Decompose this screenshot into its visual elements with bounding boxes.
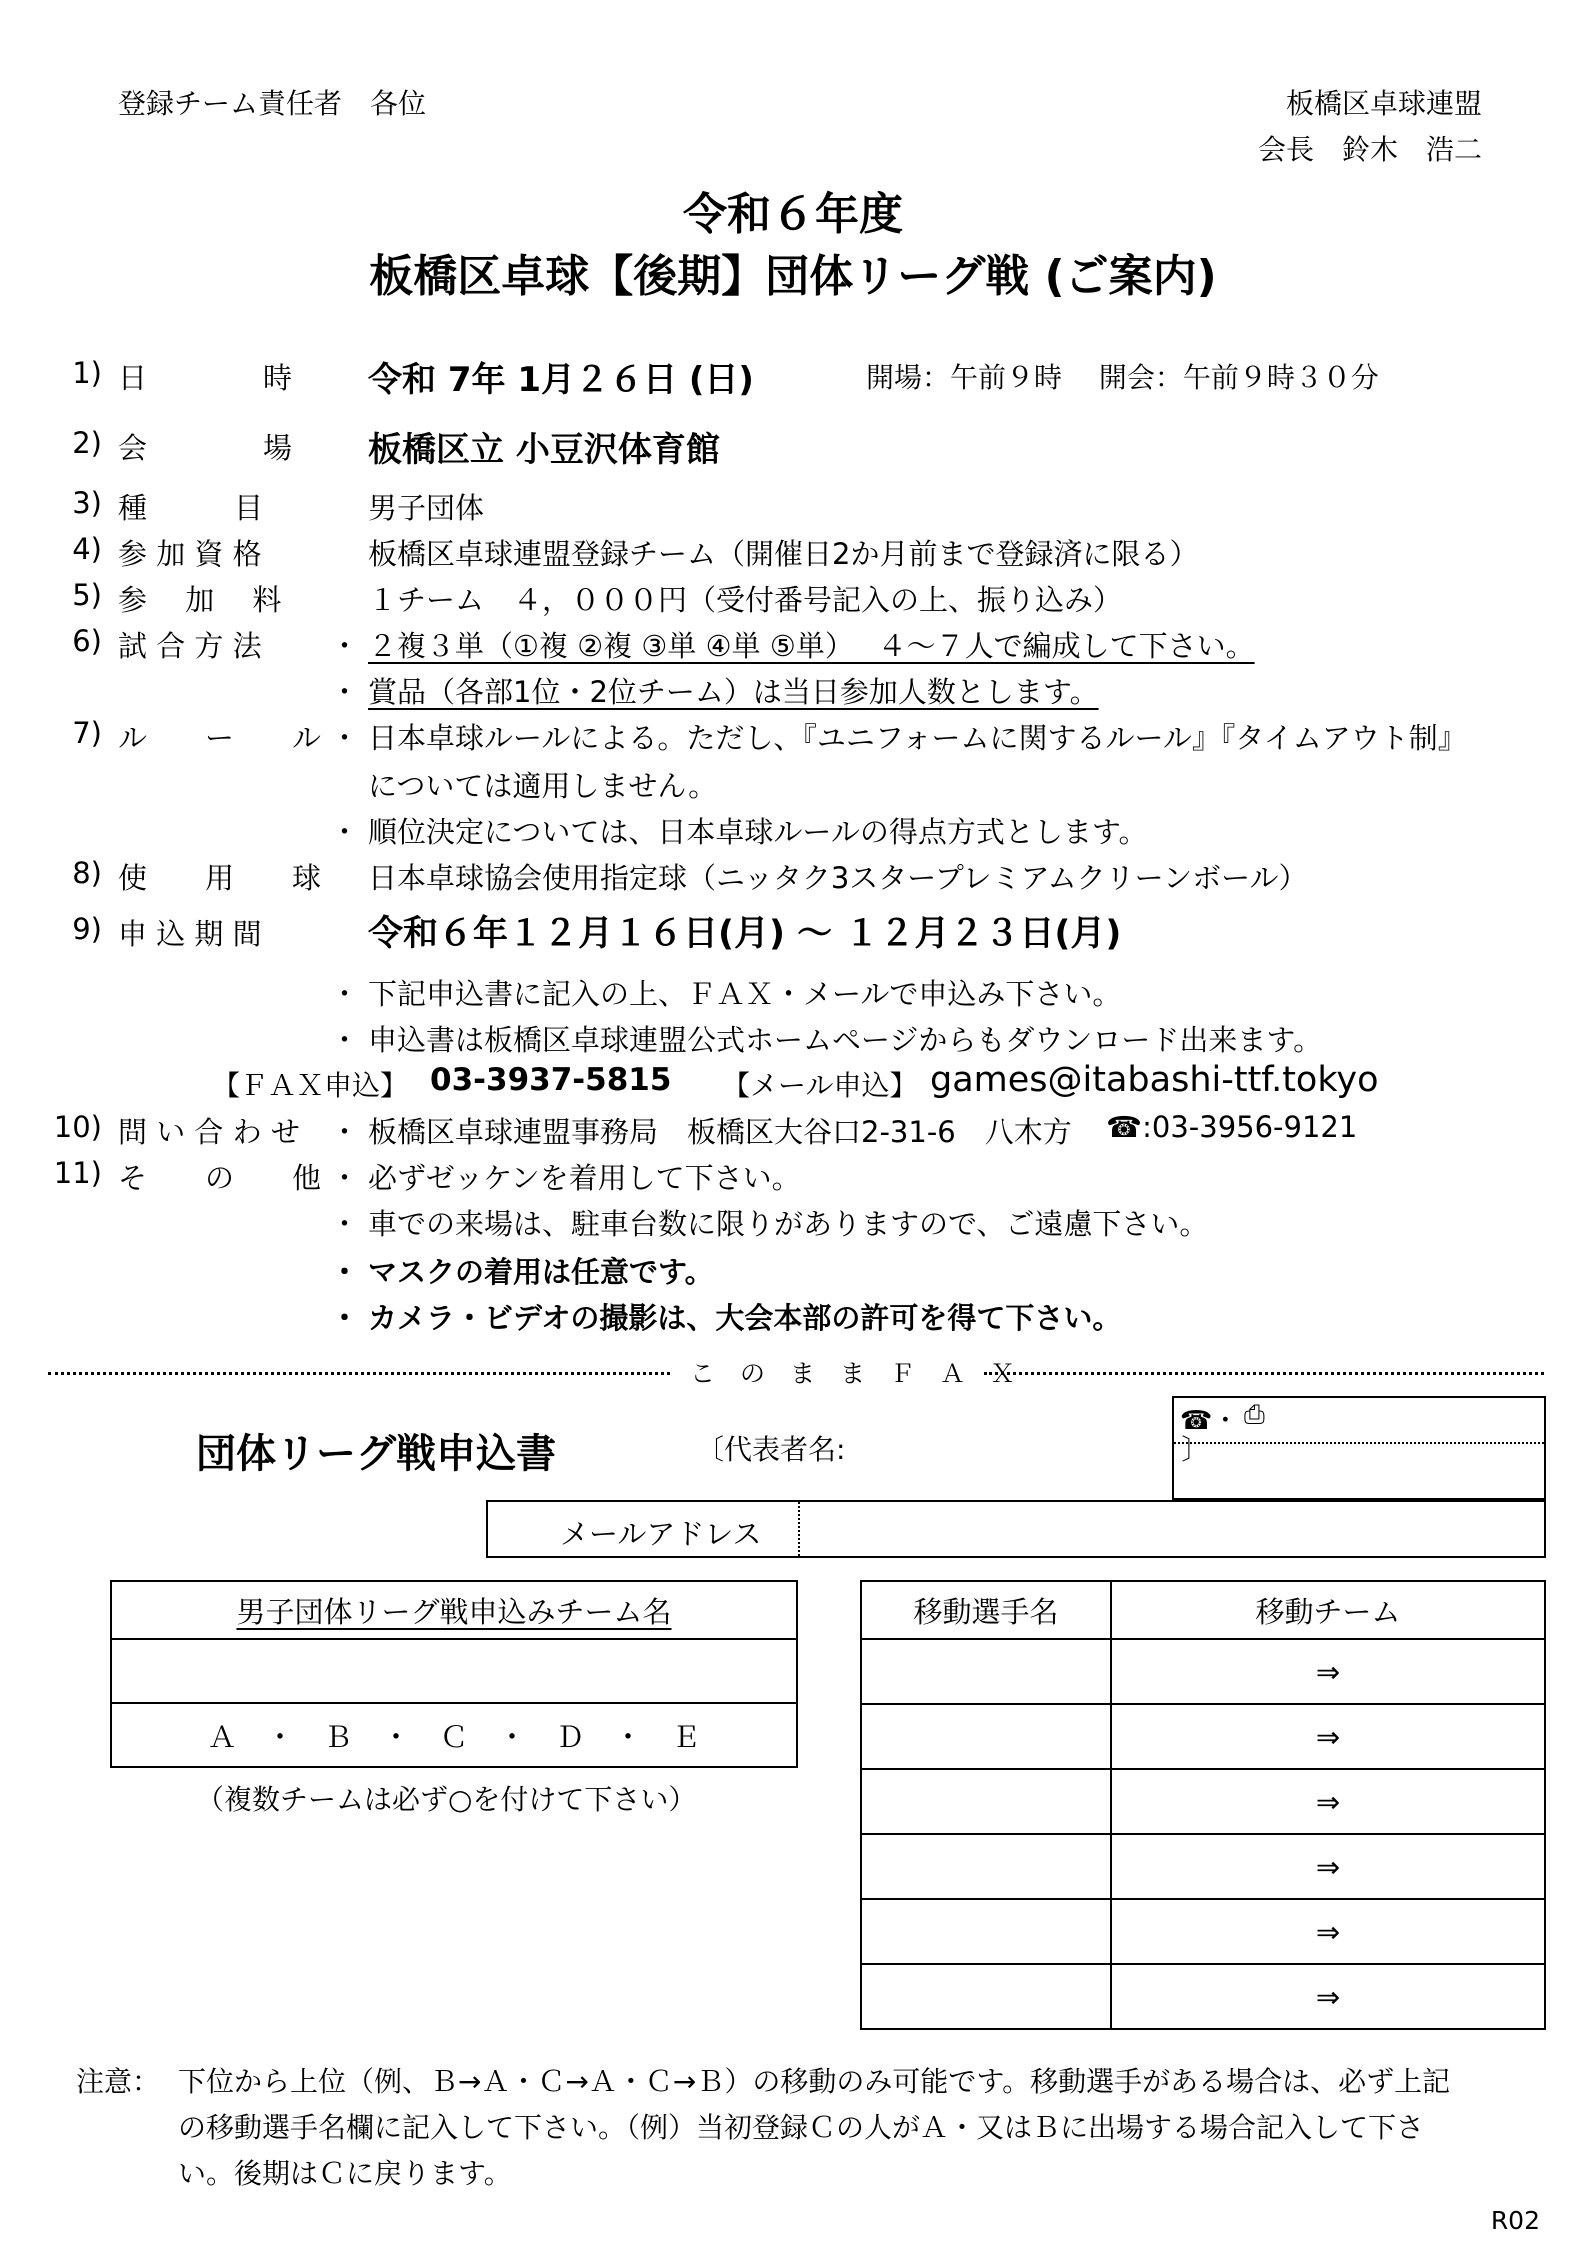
period-line1: 下記申込書に記入の上、ＦＡＸ・メールで申込み下さい。 (368, 977, 1122, 1011)
item-label: 使 用 球 (118, 861, 322, 895)
email-divider (798, 1502, 800, 1556)
divider-left (48, 1372, 670, 1375)
fee-value: １チーム ４，０００円（受付番号記入の上、振り込み） (368, 583, 1123, 617)
rules-line3: 順位決定については、日本卓球ルールの得点方式とします。 (368, 815, 1148, 849)
rules-line2: については適用しません。 (368, 769, 718, 803)
item-label: 参 加 料 (118, 583, 282, 617)
arrow-icon: ⇒ (1315, 1784, 1341, 1819)
item-label: 会 場 (118, 431, 293, 465)
table-row (861, 1899, 1545, 1964)
table-row (861, 1964, 1545, 2029)
move-team-cell[interactable] (1111, 1769, 1545, 1834)
item-number: 8) (72, 856, 102, 890)
item-number: 11) (53, 1156, 102, 1190)
period-value: 令和６年１２月１６日(月) ～ １２月２３日(月) (368, 914, 1122, 954)
addressee: 登録チーム責任者 各位 (118, 87, 427, 120)
item-label: 申 込 期 間 (118, 917, 262, 951)
team-table-header: 男子団体リーグ戦申込みチーム名 (111, 1581, 797, 1639)
arrow-icon: ⇒ (1315, 1914, 1341, 1949)
item-inquiry (0, 1110, 1586, 1156)
item-period (0, 912, 1586, 958)
title-year: 令和６年度 (683, 189, 903, 240)
rules-line1: 日本卓球ルールによる。ただし、『ユニフォームに関するルール』『タイムアウト制』 (368, 721, 1467, 755)
item-ball (0, 856, 1586, 902)
team-table (110, 1580, 798, 1768)
fax-number: 03-3937-5815 (430, 1062, 672, 1098)
item-number: 6) (72, 624, 102, 658)
item-period-2 (0, 972, 1586, 1018)
form-title: 団体リーグ戦申込書 (196, 1431, 556, 1477)
email-field[interactable] (486, 1500, 1546, 1558)
grade-selector[interactable]: Ａ ・ Ｂ ・ Ｃ ・ Ｄ ・ Ｅ (111, 1703, 797, 1767)
other-line3: マスクの着用は任意です。 (368, 1255, 714, 1289)
notes-line3: い。後期はＣに戻ります。 (178, 2157, 512, 2190)
item-rules-2 (0, 764, 1586, 810)
item-event (0, 486, 1586, 532)
item-label: 試 合 方 法 (118, 629, 262, 663)
notes-line1: 下位から上位（例、Ｂ→Ａ・Ｃ→Ａ・Ｃ→Ｂ）の移動のみ可能です。移動選手がある場合は、必ず上記 (178, 2065, 1451, 2098)
form-code: R02 (1490, 2206, 1540, 2235)
date-value: 令和 7年 1月２６日 (日) (368, 360, 754, 400)
item-number: 1) (72, 356, 102, 390)
item-other (0, 1156, 1586, 1202)
page-title: 板橋区卓球【後期】団体リーグ戦 (ご案内) (369, 251, 1217, 302)
phone-box-divider (1174, 1442, 1544, 1444)
bullet: ・ (330, 1255, 360, 1289)
move-player-cell[interactable] (861, 1639, 1111, 1704)
bullet: ・ (330, 815, 360, 849)
item-format-2 (0, 670, 1586, 716)
other-line4: カメラ・ビデオの撮影は、大会本部の許可を得て下さい。 (368, 1301, 1122, 1335)
date-times: 開場：午前９時 開会：午前９時３０分 (866, 361, 1379, 394)
arrow-icon: ⇒ (1315, 1719, 1341, 1754)
item-other-3 (0, 1250, 1586, 1296)
bullet: ・ (330, 1161, 360, 1195)
item-label: 参 加 資 格 (118, 537, 262, 571)
item-rules-3 (0, 810, 1586, 856)
arrow-icon: ⇒ (1315, 1849, 1341, 1884)
venue-value: 板橋区立 小豆沢体育館 (368, 430, 720, 470)
other-line2: 車での来場は、駐車台数に限りがありますので、ご遠慮下さい。 (368, 1207, 1209, 1241)
move-team-cell[interactable] (1111, 1899, 1545, 1964)
fax-icon: ⎙ (1244, 1400, 1265, 1430)
bullet: ・ (330, 1301, 360, 1335)
organization: 板橋区卓球連盟 (1285, 87, 1482, 120)
event-value: 男子団体 (368, 491, 485, 525)
move-player-header: 移動選手名 (861, 1581, 1111, 1639)
representative-field[interactable]: 〔代表者名: 〕 (696, 1433, 1210, 1466)
divider-right (984, 1372, 1544, 1375)
apply-contacts (0, 1062, 1586, 1108)
table-row (861, 1639, 1545, 1704)
phone-box[interactable] (1172, 1396, 1546, 1500)
item-date (0, 356, 1586, 402)
president: 会長 鈴木 浩二 (1257, 133, 1482, 166)
format-line1: ２複３単（①複 ②複 ③単 ④単 ⑤単） ４～７人で編成して下さい。 (368, 629, 1255, 663)
move-team-header: 移動チーム (1111, 1581, 1545, 1639)
bullet: ・ (330, 977, 360, 1011)
item-number: 3) (72, 486, 102, 520)
notes-label: 注意： (76, 2065, 161, 2098)
move-player-cell[interactable] (861, 1834, 1111, 1899)
bullet: ・ (330, 1115, 360, 1149)
item-number: 4) (72, 532, 102, 566)
table-row (861, 1769, 1545, 1834)
inquiry-phone: ☎:03-3956-9121 (1106, 1110, 1358, 1144)
item-fee (0, 578, 1586, 624)
bullet: ・ (330, 1207, 360, 1241)
item-label: 日 時 (118, 361, 293, 395)
inquiry-value: 板橋区卓球連盟事務局 板橋区大谷口2-31-6 八木方 (368, 1115, 1101, 1149)
bullet: ・ (330, 721, 360, 755)
item-label: 種 目 (118, 491, 264, 525)
eligibility-value: 板橋区卓球連盟登録チーム（開催日2か月前まで登録済に限る） (368, 537, 1199, 571)
move-player-cell[interactable] (861, 1704, 1111, 1769)
item-period-3 (0, 1018, 1586, 1064)
notes-line2: の移動選手名欄に記入して下さい。（例）当初登録Ｃの人がＡ・又はＢに出場する場合記入して下さ (178, 2111, 1425, 2144)
bullet: ・ (330, 675, 360, 709)
item-number: 5) (72, 578, 102, 612)
move-team-cell[interactable] (1111, 1834, 1545, 1899)
item-number: 2) (72, 426, 102, 460)
move-team-cell[interactable] (1111, 1964, 1545, 2029)
item-number: 7) (72, 716, 102, 750)
item-venue (0, 426, 1586, 472)
move-player-cell[interactable] (861, 1769, 1111, 1834)
item-number: 9) (72, 912, 102, 946)
item-label: そ の 他 (118, 1161, 322, 1195)
email-label: メールアドレス (560, 1517, 762, 1551)
move-team-cell[interactable] (1111, 1704, 1545, 1769)
mail-label: 【メール申込】 (722, 1069, 918, 1102)
table-row (861, 1834, 1545, 1899)
arrow-icon: ⇒ (1315, 1654, 1341, 1689)
other-line1: 必ずゼッケンを着用して下さい。 (368, 1161, 801, 1195)
move-team-cell[interactable] (1111, 1639, 1545, 1704)
arrow-icon: ⇒ (1315, 1979, 1341, 2014)
fax-divider-label: こ の ま ま Ｆ Ａ Ｘ (690, 1359, 1016, 1388)
item-other-4 (0, 1296, 1586, 1342)
transfer-table (860, 1580, 1546, 2030)
item-format (0, 624, 1586, 670)
team-name-cell[interactable] (111, 1639, 797, 1703)
item-eligibility (0, 532, 1586, 578)
item-label: ル ー ル (118, 721, 322, 755)
mail-address[interactable]: games@itabashi-ttf.tokyo (930, 1060, 1379, 1100)
bullet: ・ (330, 1023, 360, 1057)
item-label: 問 い 合 わ せ (118, 1115, 300, 1149)
item-rules (0, 716, 1586, 762)
format-line2: 賞品（各部1位・2位チーム）は当日参加人数とします。 (368, 675, 1099, 709)
item-other-2 (0, 1202, 1586, 1248)
grade-note: （複数チームは必ず○を付けて下さい） (196, 1783, 697, 1816)
ball-value: 日本卓球協会使用指定球（ニッタク3スタープレミアムクリーンボール） (368, 861, 1308, 895)
fax-label: 【ＦＡＸ申込】 (212, 1069, 409, 1102)
table-row (861, 1704, 1545, 1769)
move-player-cell[interactable] (861, 1899, 1111, 1964)
period-line2: 申込書は板橋区卓球連盟公式ホームページからもダウンロード出来ます。 (368, 1023, 1323, 1057)
bullet: ・ (330, 629, 360, 663)
phone-fax-icon: ☎・ (1180, 1406, 1239, 1436)
move-player-cell[interactable] (861, 1964, 1111, 2029)
item-number: 10) (53, 1110, 102, 1144)
